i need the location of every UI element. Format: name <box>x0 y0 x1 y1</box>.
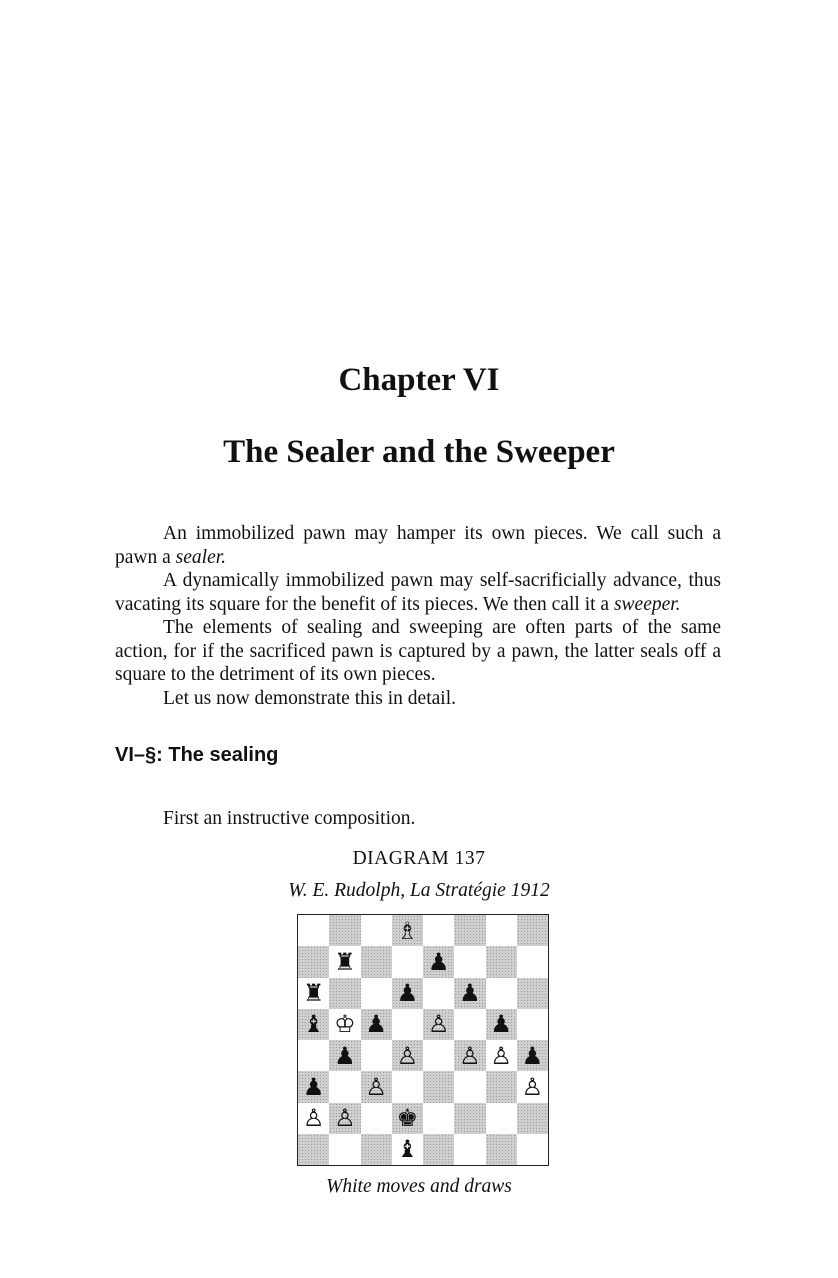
square-c8 <box>361 915 392 946</box>
square-c4 <box>361 1040 392 1071</box>
chapter-title: The Sealer and the Sweeper <box>223 434 615 470</box>
piece-d6: ♟ <box>396 979 419 1008</box>
square-g5 <box>486 1009 517 1040</box>
square-e8 <box>423 915 454 946</box>
square-c7 <box>361 946 392 977</box>
piece-b7: ♜ <box>334 947 356 976</box>
square-g1 <box>486 1134 517 1165</box>
square-h8 <box>517 915 548 946</box>
square-d3 <box>392 1071 423 1102</box>
section-text: First an instructive composition. <box>163 808 416 829</box>
piece-e7: ♟ <box>427 947 450 976</box>
diagram-caption: White moves and draws <box>326 1176 512 1197</box>
intro-paragraph-2 <box>115 569 721 616</box>
square-b7 <box>329 946 360 977</box>
square-g3 <box>486 1071 517 1102</box>
square-c3 <box>361 1071 392 1102</box>
square-a1 <box>298 1134 329 1165</box>
piece-a2: ♙ <box>302 1104 325 1133</box>
square-f4 <box>454 1040 485 1071</box>
square-h3 <box>517 1071 548 1102</box>
piece-a6: ♜ <box>302 979 325 1008</box>
square-c5 <box>361 1009 392 1040</box>
square-d5 <box>392 1009 423 1040</box>
square-a6 <box>298 978 329 1009</box>
piece-d8: ♗ <box>396 916 419 945</box>
square-d8 <box>392 915 423 946</box>
square-h5 <box>517 1009 548 1040</box>
intro-text <box>115 522 721 710</box>
square-b6 <box>329 978 360 1009</box>
piece-e5: ♙ <box>427 1010 450 1039</box>
square-e7 <box>423 946 454 977</box>
square-d7 <box>392 946 423 977</box>
intro-paragraph-1 <box>115 522 721 569</box>
square-d2 <box>392 1103 423 1134</box>
piece-c5: ♟ <box>365 1010 387 1039</box>
square-h6 <box>517 978 548 1009</box>
square-a2 <box>298 1103 329 1134</box>
square-g7 <box>486 946 517 977</box>
square-f8 <box>454 915 485 946</box>
square-e6 <box>423 978 454 1009</box>
square-b4 <box>329 1040 360 1071</box>
square-d4 <box>392 1040 423 1071</box>
intro-paragraph-1-text: An immobilized pawn may hamper its own pieces. We call such a pawn a <box>115 523 721 568</box>
intro-paragraph-4: Let us now demonstrate this in detail. <box>163 687 456 709</box>
square-b3 <box>329 1071 360 1102</box>
piece-d1: ♝ <box>396 1135 419 1164</box>
intro-paragraph-2-text: A dynamically immobilized pawn may self-sacrificially advance, thus vacating its square for the benefit of its pieces. We then call it a <box>115 570 721 615</box>
term-sweeper: sweeper. <box>613 593 681 615</box>
piece-d4: ♙ <box>396 1041 419 1070</box>
square-b2 <box>329 1103 360 1134</box>
square-b1 <box>329 1134 360 1165</box>
square-h2 <box>517 1103 548 1134</box>
square-f7 <box>454 946 485 977</box>
intro-paragraph-3: The elements of sealing and sweeping are often parts of the same action, for if the sacrificed pawn is captured by a pawn, the latter seals off a square to the detriment of its own pieces. <box>115 617 721 685</box>
square-d6 <box>392 978 423 1009</box>
square-f6 <box>454 978 485 1009</box>
square-a4 <box>298 1040 329 1071</box>
square-e3 <box>423 1071 454 1102</box>
piece-b5: ♔ <box>334 1010 356 1039</box>
square-g6 <box>486 978 517 1009</box>
piece-a5: ♝ <box>302 1010 325 1039</box>
piece-f6: ♟ <box>459 979 481 1008</box>
term-sealer: sealer. <box>175 546 227 568</box>
square-g8 <box>486 915 517 946</box>
square-b8 <box>329 915 360 946</box>
square-c1 <box>361 1134 392 1165</box>
piece-f4: ♙ <box>459 1041 481 1070</box>
square-e4 <box>423 1040 454 1071</box>
square-f5 <box>454 1009 485 1040</box>
square-a8 <box>298 915 329 946</box>
square-h7 <box>517 946 548 977</box>
square-b5 <box>329 1009 360 1040</box>
square-a7 <box>298 946 329 977</box>
piece-a3: ♟ <box>302 1072 325 1101</box>
chess-board <box>297 914 549 1166</box>
square-h4 <box>517 1040 548 1071</box>
piece-h3: ♙ <box>521 1072 544 1101</box>
square-g2 <box>486 1103 517 1134</box>
piece-c3: ♙ <box>365 1072 387 1101</box>
square-f1 <box>454 1134 485 1165</box>
square-e1 <box>423 1134 454 1165</box>
section-heading: VI–§: The sealing <box>115 744 279 766</box>
chapter-number: Chapter VI <box>338 362 500 398</box>
square-c6 <box>361 978 392 1009</box>
square-f2 <box>454 1103 485 1134</box>
square-c2 <box>361 1103 392 1134</box>
piece-g5: ♟ <box>490 1010 512 1039</box>
square-d1 <box>392 1134 423 1165</box>
diagram-label: DIAGRAM 137 <box>352 848 486 869</box>
piece-b2: ♙ <box>334 1104 356 1133</box>
square-h1 <box>517 1134 548 1165</box>
piece-b4: ♟ <box>334 1041 356 1070</box>
piece-d2: ♚ <box>396 1104 419 1133</box>
square-e5 <box>423 1009 454 1040</box>
square-g4 <box>486 1040 517 1071</box>
square-f3 <box>454 1071 485 1102</box>
square-e2 <box>423 1103 454 1134</box>
diagram-source: W. E. Rudolph, La Stratégie 1912 <box>288 880 550 901</box>
piece-g4: ♙ <box>490 1041 512 1070</box>
square-a5 <box>298 1009 329 1040</box>
piece-h4: ♟ <box>521 1041 544 1070</box>
square-a3 <box>298 1071 329 1102</box>
